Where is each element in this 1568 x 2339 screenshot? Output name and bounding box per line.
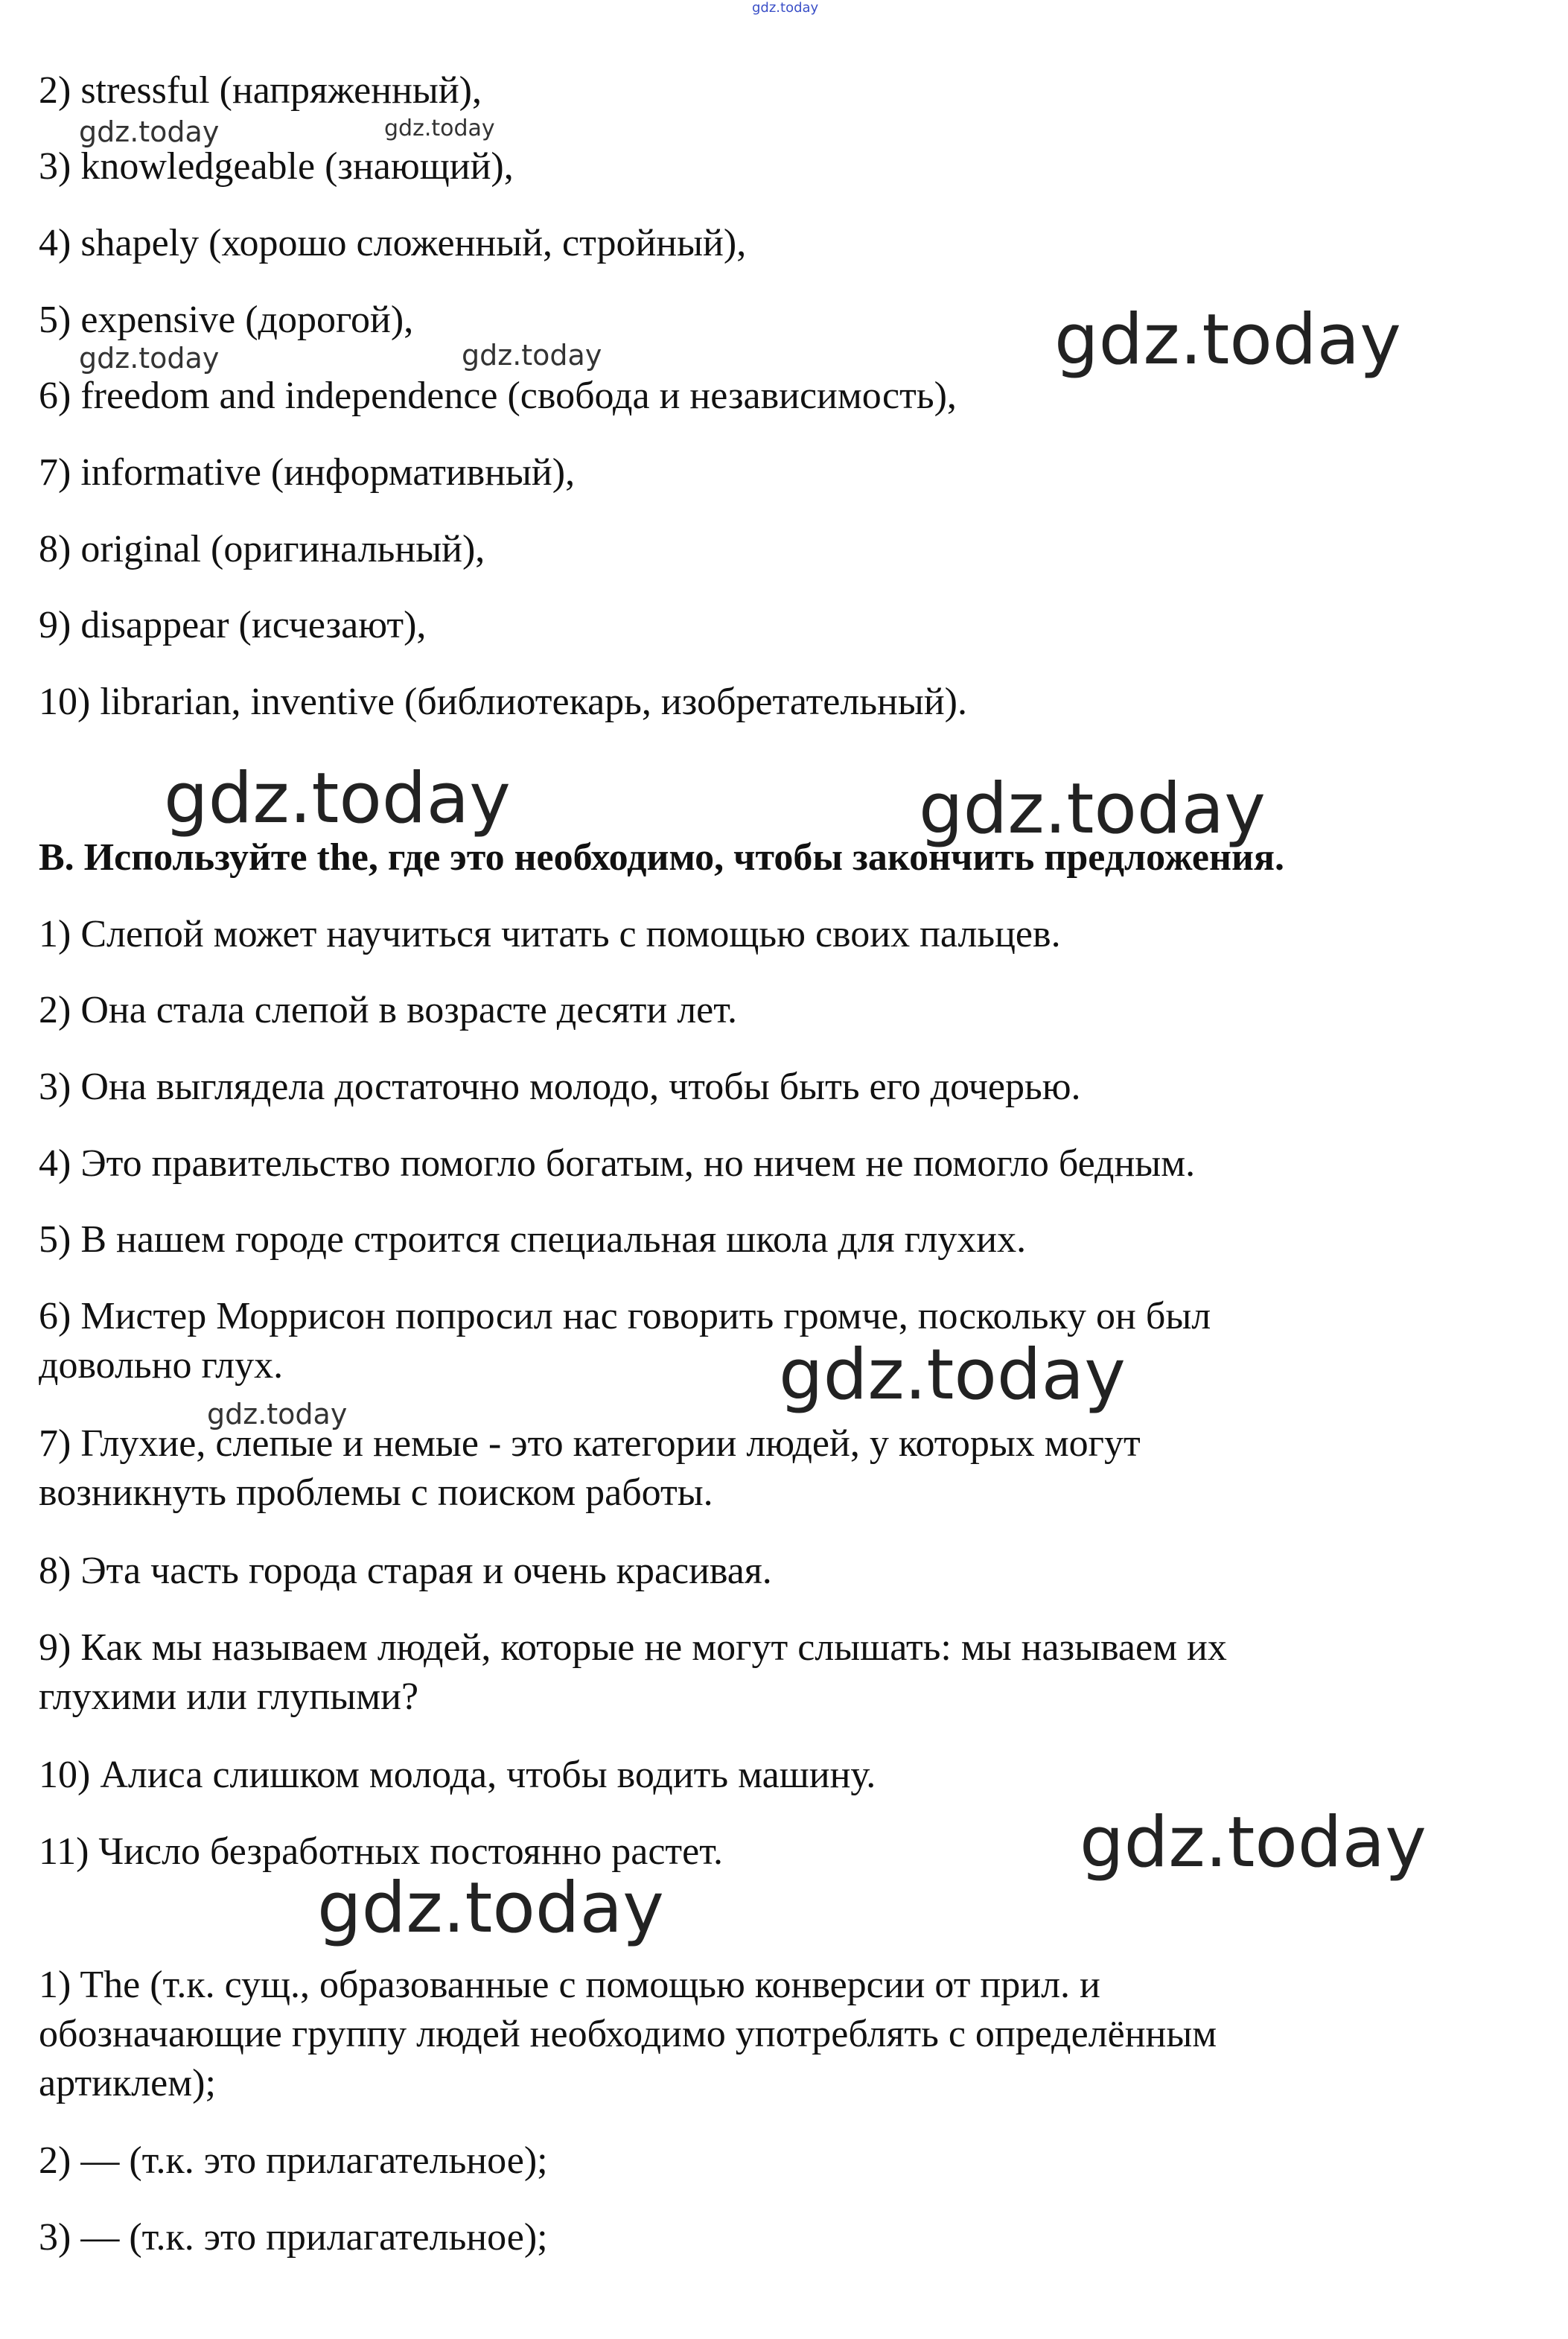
exercise-sentence: 2) Она стала слепой в возрасте десяти лет. (39, 989, 738, 1031)
exercise-sentence: глухими или глупыми? (39, 1676, 419, 1718)
answer-line: 3) knowledgeable (знающий), (39, 145, 514, 188)
exercise-sentence: 5) В нашем городе строится специальная школа для глухих. (39, 1218, 1027, 1261)
exercise-sentence: 6) Мистер Моррисон попросил нас говорить громче, поскольку он был (39, 1295, 1211, 1337)
watermark-text: gdz.today (779, 1334, 1126, 1416)
exercise-sentence: 1) Слепой может научиться читать с помощью своих пальцев. (39, 913, 1061, 955)
watermark-text: gdz.today (462, 339, 602, 372)
answer-line: 10) librarian, inventive (библиотекарь, изобретательный). (39, 681, 967, 723)
exercise-sentence: довольно глух. (39, 1344, 284, 1387)
answer-line: артиклем); (39, 2062, 216, 2104)
exercise-sentence: 4) Это правительство помогло богатым, но ничем не помогло бедным. (39, 1142, 1196, 1185)
exercise-sentence: 8) Эта часть города старая и очень красивая. (39, 1550, 772, 1592)
watermark-text: gdz.today (384, 115, 495, 141)
answer-line: 7) informative (информативный), (39, 451, 576, 494)
watermark-text: gdz.today (1054, 299, 1401, 381)
answer-line: 9) disappear (исчезают), (39, 604, 427, 646)
exercise-sentence: 9) Как мы называем людей, которые не могут слышать: мы называем их (39, 1626, 1227, 1669)
exercise-sentence: 10) Алиса слишком молода, чтобы водить машину. (39, 1754, 876, 1796)
answer-line: 5) expensive (дорогой), (39, 299, 414, 341)
answer-line: 4) shapely (хорошо сложенный, стройный), (39, 222, 747, 264)
watermark-text: gdz.today (164, 758, 511, 839)
watermark-text: gdz.today (317, 1868, 664, 1949)
answer-line: 3) — (т.к. это прилагательное); (39, 2216, 548, 2259)
section-heading: B. Используйте the, где это необходимо, чтобы закончить предложения. (39, 836, 1285, 879)
watermark-text: gdz.today (1080, 1802, 1427, 1883)
exercise-sentence: 3) Она выглядела достаточно молодо, чтобы быть его дочерью. (39, 1066, 1081, 1108)
exercise-sentence: 7) Глухие, слепые и немые - это категории людей, у которых могут (39, 1422, 1141, 1465)
answer-line: 6) freedom and independence (свобода и независимость), (39, 375, 957, 417)
answer-line: 1) The (т.к. сущ., образованные с помощью конверсии от прил. и (39, 1964, 1100, 2006)
exercise-sentence: возникнуть проблемы с поиском работы. (39, 1471, 713, 1514)
watermark-text: gdz.today (207, 1398, 348, 1431)
answer-line: обозначающие группу людей необходимо употреблять с определённым (39, 2013, 1217, 2055)
exercise-sentence: 11) Число безработных постоянно растет. (39, 1830, 724, 1873)
watermark-text: gdz.today (79, 115, 220, 148)
answer-line: 2) — (т.к. это прилагательное); (39, 2139, 548, 2182)
answer-line: 2) stressful (напряженный), (39, 69, 482, 112)
watermark-text: gdz.today (919, 768, 1266, 850)
watermark-text: gdz.today (79, 342, 220, 375)
answer-line: 8) original (оригинальный), (39, 528, 485, 570)
top-watermark: gdz.today (752, 0, 819, 16)
